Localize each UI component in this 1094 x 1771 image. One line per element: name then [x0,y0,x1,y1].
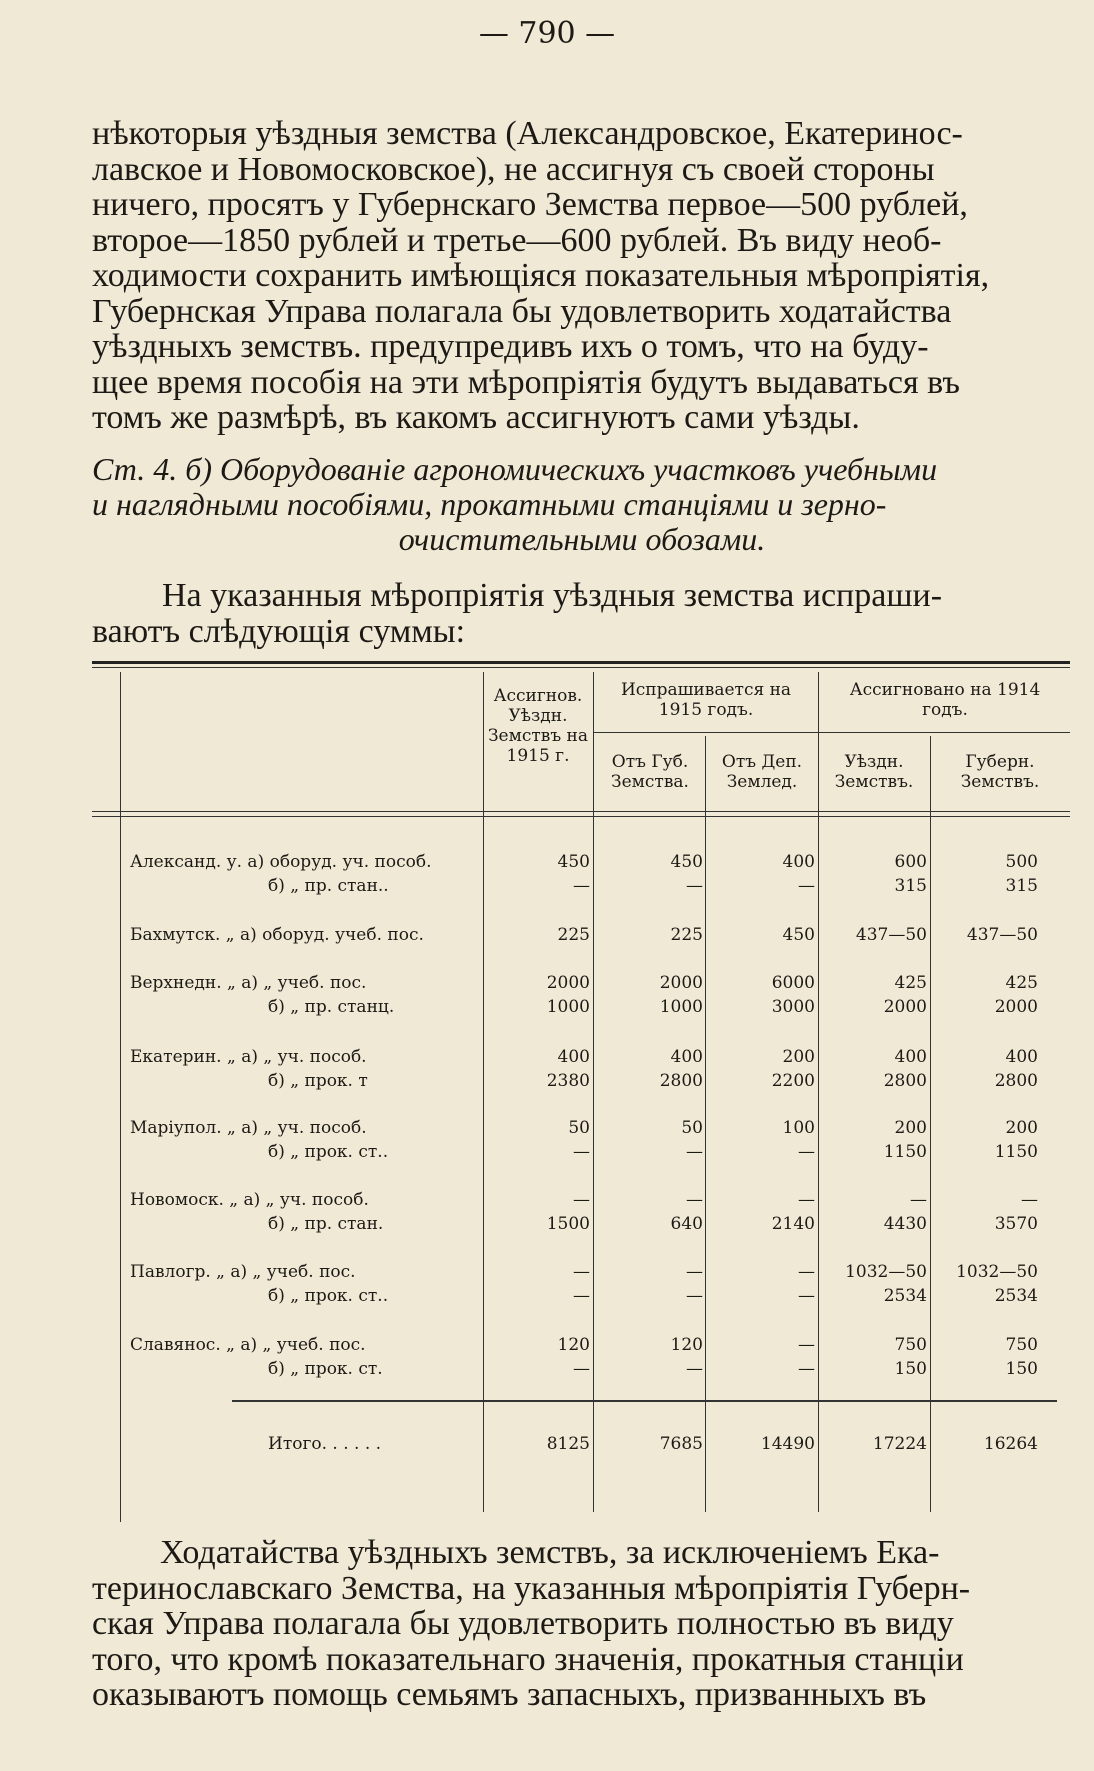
table-cell: 437—50 [966,925,1038,945]
table-top-rule [92,661,1070,664]
header-col5: Губерн. Земствъ. [960,752,1040,792]
table-cell: 6000 [771,973,815,993]
header-bottom-rule [92,816,1070,817]
table-cell: 2380 [546,1071,590,1091]
table-cell: 200 [1005,1118,1038,1138]
text-line: теринославскаго Земства, на указанныя мѣропріятія Губерн- [92,1569,971,1607]
text-line: ходимости сохранить имѣющіяся показательныя мѣропріятія, [92,257,990,294]
table-cell: 425 [1005,973,1038,993]
table-cell: — [686,1142,703,1162]
table-cell: — [798,1190,815,1210]
heading-line: и наглядными пособіями, прокатными станціями и зерно- [92,486,887,522]
table-cell: — [573,1142,590,1162]
row-label: б) „ пр. станц. [268,997,395,1017]
text-line: уѣздныхъ земствъ. предупредивъ ихъ о томъ, что на буду- [92,328,929,365]
paragraph-1 [92,116,1072,436]
table-cell: 150 [1005,1359,1038,1379]
table-cell: 2200 [771,1071,815,1091]
header-col1: Ассигнов. Уѣздн. Земствъ на 1915 г. [487,686,589,766]
table-cell: 120 [670,1335,703,1355]
table-cell: 1032—50 [845,1262,927,1282]
table-cell: — [798,1359,815,1379]
table-cell: 500 [1005,852,1038,872]
table-cell: 2800 [659,1071,703,1091]
table-cell: 1500 [546,1214,590,1234]
table-cell: 2000 [659,973,703,993]
table-cell: 600 [894,852,927,872]
table-cell: 315 [1005,876,1038,896]
table-cell: 2534 [883,1286,927,1306]
table-cell: 450 [670,852,703,872]
row-label: б) „ прок. ст.. [268,1286,389,1306]
table-cell: 200 [782,1047,815,1067]
table-cell: — [573,876,590,896]
table-cell: 2140 [771,1214,815,1234]
table-cell: 120 [557,1335,590,1355]
table-cell: — [910,1190,927,1210]
table-cell: — [686,1286,703,1306]
row-label: б) „ прок. ст. [268,1359,383,1379]
group-header-rule [593,732,1070,733]
text-line: второе—1850 рублей и третье—600 рублей. Въ виду необ- [92,221,942,259]
total-cell: 14490 [760,1434,815,1454]
table-cell: 640 [670,1214,703,1234]
table-cell: — [798,1262,815,1282]
text-line: ничего, просятъ у Губернскаго Земства первое—500 рублей, [92,186,968,223]
table-cell: 3000 [771,997,815,1017]
table-cell: 2800 [883,1071,927,1091]
text-line: оказываютъ помощь семьямъ запасныхъ, призванныхъ въ [92,1676,927,1713]
row-label: б) „ пр. стан. [268,1214,384,1234]
table-cell: — [686,1262,703,1282]
table-cell: 437—50 [855,925,927,945]
table-cell: 100 [782,1118,815,1138]
row-label: б) „ прок. т [268,1071,368,1091]
table-cell: 2800 [994,1071,1038,1091]
table-rule [92,667,1070,668]
table-cell: 315 [894,876,927,896]
text-line: ваютъ слѣдующія суммы: [92,612,466,650]
text-line: томъ же размѣрѣ, въ какомъ ассигнуютъ сами уѣзды. [92,399,860,436]
page-number: — 790 — [478,16,616,51]
table-cell: 1000 [659,997,703,1017]
table-cell: — [573,1262,590,1282]
header-group1: Испрашивается на 1915 годъ. [620,680,792,720]
table-cell: — [1021,1190,1038,1210]
text-line: щее время пособія на эти мѣропріятія будутъ выдаваться въ [92,363,960,401]
table-cell: 450 [782,925,815,945]
table-cell: 1000 [546,997,590,1017]
total-label: Итого. . . . . . [268,1434,382,1454]
table-cell: 400 [894,1047,927,1067]
table-cell: — [686,1190,703,1210]
table-cell: 750 [1005,1335,1038,1355]
header-group2: Ассигновано на 1914 годъ. [849,680,1041,720]
total-cell: 7685 [659,1434,703,1454]
total-rule [232,1400,1057,1402]
paragraph-3 [92,1535,1072,1713]
table-cell: 750 [894,1335,927,1355]
header-col2: Отъ Губ. Земства. [611,752,689,792]
table-cell: 1150 [994,1142,1038,1162]
row-label: б) „ пр. стан.. [268,876,389,896]
header-col3: Отъ Деп. Землед. [721,752,803,792]
table-cell: — [573,1286,590,1306]
table-cell: 50 [568,1118,590,1138]
header-col4: Уѣздн. Земствъ. [834,752,914,792]
column-divider [483,672,484,1512]
column-divider [818,672,819,1512]
table-cell: 50 [681,1118,703,1138]
text-line: Ходатайства уѣздныхъ земствъ, за исключеніемъ Ека- [160,1534,940,1571]
table-cell: 400 [557,1047,590,1067]
table-cell: 4430 [883,1214,927,1234]
text-line: На указанныя мѣропріятія уѣздныя земства испраши- [162,577,943,614]
text-line: того, что кромѣ показательнаго значенія, прокатныя станціи [92,1640,964,1678]
table-cell: — [798,876,815,896]
row-label: Павлогр. „ а) „ учеб. пос. [130,1262,356,1282]
table-cell: 400 [782,852,815,872]
total-cell: 8125 [546,1434,590,1454]
total-cell: 17224 [872,1434,927,1454]
table-cell: 2534 [994,1286,1038,1306]
row-label: Александ. у. а) оборуд. уч. пособ. [130,852,432,872]
table-cell: — [798,1286,815,1306]
table-cell: 3570 [994,1214,1038,1234]
total-cell: 16264 [983,1434,1038,1454]
row-label: Славянос. „ а) „ учеб. пос. [130,1335,366,1355]
table-cell: 200 [894,1118,927,1138]
heading-line: очистительными обозами. [398,521,766,557]
text-line: ская Управа полагала бы удовлетворить полностью въ виду [92,1605,954,1642]
section-heading [92,452,1072,557]
text-line: нѣкоторыя уѣздныя земства (Александровское, Екатеринос- [92,115,963,152]
table-border-left [120,672,121,1522]
table-cell: 2000 [883,997,927,1017]
row-label: Екатерин. „ а) „ уч. пособ. [130,1047,367,1067]
table-cell: — [798,1335,815,1355]
row-label: б) „ прок. ст.. [268,1142,389,1162]
table-cell: 225 [670,925,703,945]
table-cell: — [798,1142,815,1162]
paragraph-2 [92,578,1072,649]
column-divider [593,672,594,1512]
row-label: Маріупол. „ а) „ уч. пособ. [130,1118,367,1138]
table-cell: 2000 [546,973,590,993]
table-cell: 1150 [883,1142,927,1162]
table-cell: 425 [894,973,927,993]
table-cell: 225 [557,925,590,945]
text-line: лавское и Новомосковское), не ассигнуя съ своей стороны [92,150,935,188]
heading-line: Ст. 4. б) Оборудованіе агрономическихъ участковъ учебными [92,451,938,487]
table-cell: — [573,1190,590,1210]
table-cell: 400 [1005,1047,1038,1067]
table-cell: 1032—50 [956,1262,1038,1282]
text-line: Губернская Управа полагала бы удовлетворить ходатайства [92,292,952,330]
table-cell: 2000 [994,997,1038,1017]
table-cell: — [686,1359,703,1379]
table-cell: — [686,876,703,896]
table-cell: 450 [557,852,590,872]
table-cell: — [573,1359,590,1379]
header-bottom-rule [92,811,1070,812]
table-cell: 400 [670,1047,703,1067]
row-label: Бахмутск. „ а) оборуд. учеб. пос. [130,925,424,945]
table-cell: 150 [894,1359,927,1379]
row-label: Верхнедн. „ а) „ учеб. пос. [130,973,367,993]
row-label: Новомоск. „ а) „ уч. пособ. [130,1190,369,1210]
